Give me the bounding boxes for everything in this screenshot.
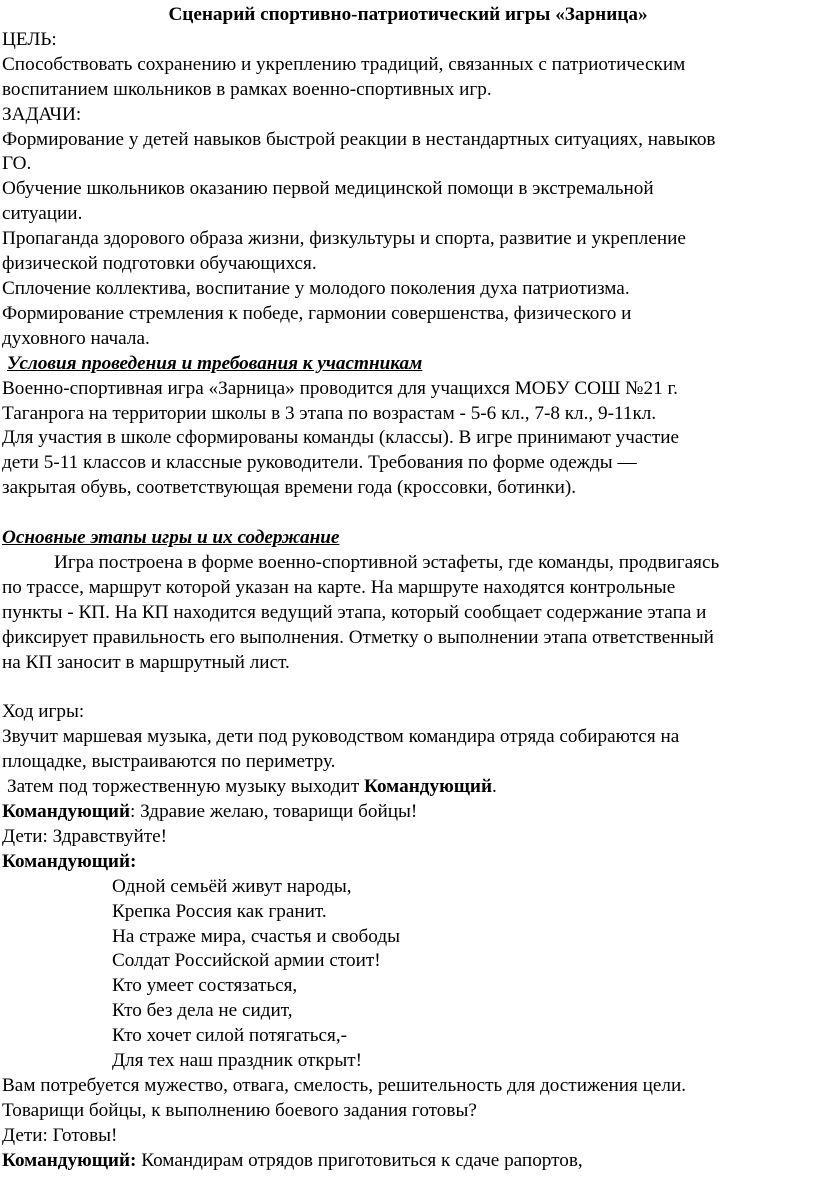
game-line: площадке, выстраиваются по периметру. <box>2 751 336 773</box>
poem-line: Крепка Россия как гранит. <box>112 900 327 922</box>
stages-line: Игра построена в форме военно-спортивной эстафеты, где команды, продвигаясь <box>54 551 720 573</box>
stages-line: пункты - КП. На КП находится ведущий этапа, который сообщает содержание этапа и <box>2 601 707 623</box>
conditions-line: дети 5-11 классов и классные руководители. Требования по форме одежды — <box>2 452 637 474</box>
poem-line: Кто без дела не сидит, <box>112 1000 293 1022</box>
poem-line: Для тех наш праздник открыт! <box>112 1050 363 1072</box>
final-text: Командирам отрядов приготовиться к сдаче рапортов, <box>136 1149 583 1171</box>
document-title: Сценарий спортивно-патриотический игры «Зарница» <box>168 4 648 25</box>
conditions-line: закрытая обувь, соответствующая времени года (кроссовки, ботинки). <box>2 477 577 499</box>
commander-label: Командующий: <box>2 1149 137 1171</box>
game-course-label: Ход игры: <box>2 701 85 723</box>
blank-line <box>2 501 814 526</box>
then-text: Затем под торжественную музыку выходит <box>7 776 364 798</box>
task-line: ГО. <box>2 153 32 175</box>
children-hello: Дети: Здравствуйте! <box>2 825 168 847</box>
stages-line: на КП заносит в маршрутный лист. <box>2 651 290 673</box>
conditions-line: Военно-спортивная игра «Зарница» проводится для учащихся МОБУ СОШ №21 г. <box>2 377 678 399</box>
task-line: Обучение школьников оказанию первой медицинской помощи в экстремальной <box>2 178 654 200</box>
goal-label: ЦЕЛЬ: <box>2 28 57 50</box>
game-line: Звучит маршевая музыка, дети под руководством командира отряда собираются на <box>2 726 680 748</box>
then-dot: . <box>492 776 497 798</box>
greeting-text: : Здравие желаю, товарищи бойцы! <box>130 800 418 822</box>
conditions-line: Для участия в школе сформированы команды (классы). В игре принимают участие <box>2 427 680 449</box>
task-line: Формирование у детей навыков быстрой реакции в нестандартных ситуациях, навыков <box>2 128 716 150</box>
after-poem-line: Товарищи бойцы, к выполнению боевого задания готовы? <box>2 1099 477 1121</box>
commander-name: Командующий <box>2 800 131 822</box>
then-line <box>2 775 814 800</box>
poem-line: Солдат Российской армии стоит! <box>112 950 381 972</box>
task-line: Сплочение коллектива, воспитание у молодого поколения духа патриотизма. <box>2 277 630 299</box>
poem-line: Кто умеет состязаться, <box>112 975 298 997</box>
commander-label: Командующий: <box>2 850 137 872</box>
conditions-heading: Условия проведения и требования к участникам <box>7 352 423 374</box>
after-poem-line: Дети: Готовы! <box>2 1124 118 1146</box>
task-line: Формирование стремления к победе, гармонии совершенства, физического и <box>2 302 632 324</box>
stages-line: фиксирует правильность его выполнения. Отметку о выполнении этапа ответственный <box>2 626 714 648</box>
conditions-line: Таганрога на территории школы в 3 этапа по возрастам - 5-6 кл., 7-8 кл., 9-11кл. <box>2 402 657 424</box>
blank-line <box>2 675 814 700</box>
stages-line: по трассе, маршрут которой указан на карте. На маршруте находятся контрольные <box>2 576 676 598</box>
poem-line: На страже мира, счастья и свободы <box>112 925 400 947</box>
stages-heading: Основные этапы игры и их содержание <box>2 527 340 549</box>
task-line: физической подготовки обучающихся. <box>2 253 317 275</box>
tasks-label: ЗАДАЧИ: <box>2 103 82 125</box>
after-poem-line: Вам потребуется мужество, отвага, смелость, решительность для достижения цели. <box>2 1074 687 1096</box>
greeting-line <box>2 800 814 825</box>
final-line <box>2 1149 814 1174</box>
poem-line: Кто хочет силой потягаться,- <box>112 1025 348 1047</box>
goal-line: Способствовать сохранению и укреплению традиций, связанных с патриотическим <box>2 53 686 75</box>
commander-name: Командующий <box>364 776 493 798</box>
task-line: ситуации. <box>2 203 83 225</box>
task-line: Пропаганда здорового образа жизни, физкультуры и спорта, развитие и укрепление <box>2 228 686 250</box>
goal-line: воспитанием школьников в рамках военно-спортивных игр. <box>2 78 492 100</box>
task-line: духовного начала. <box>2 327 150 349</box>
poem-line: Одной семьёй живут народы, <box>112 875 352 897</box>
